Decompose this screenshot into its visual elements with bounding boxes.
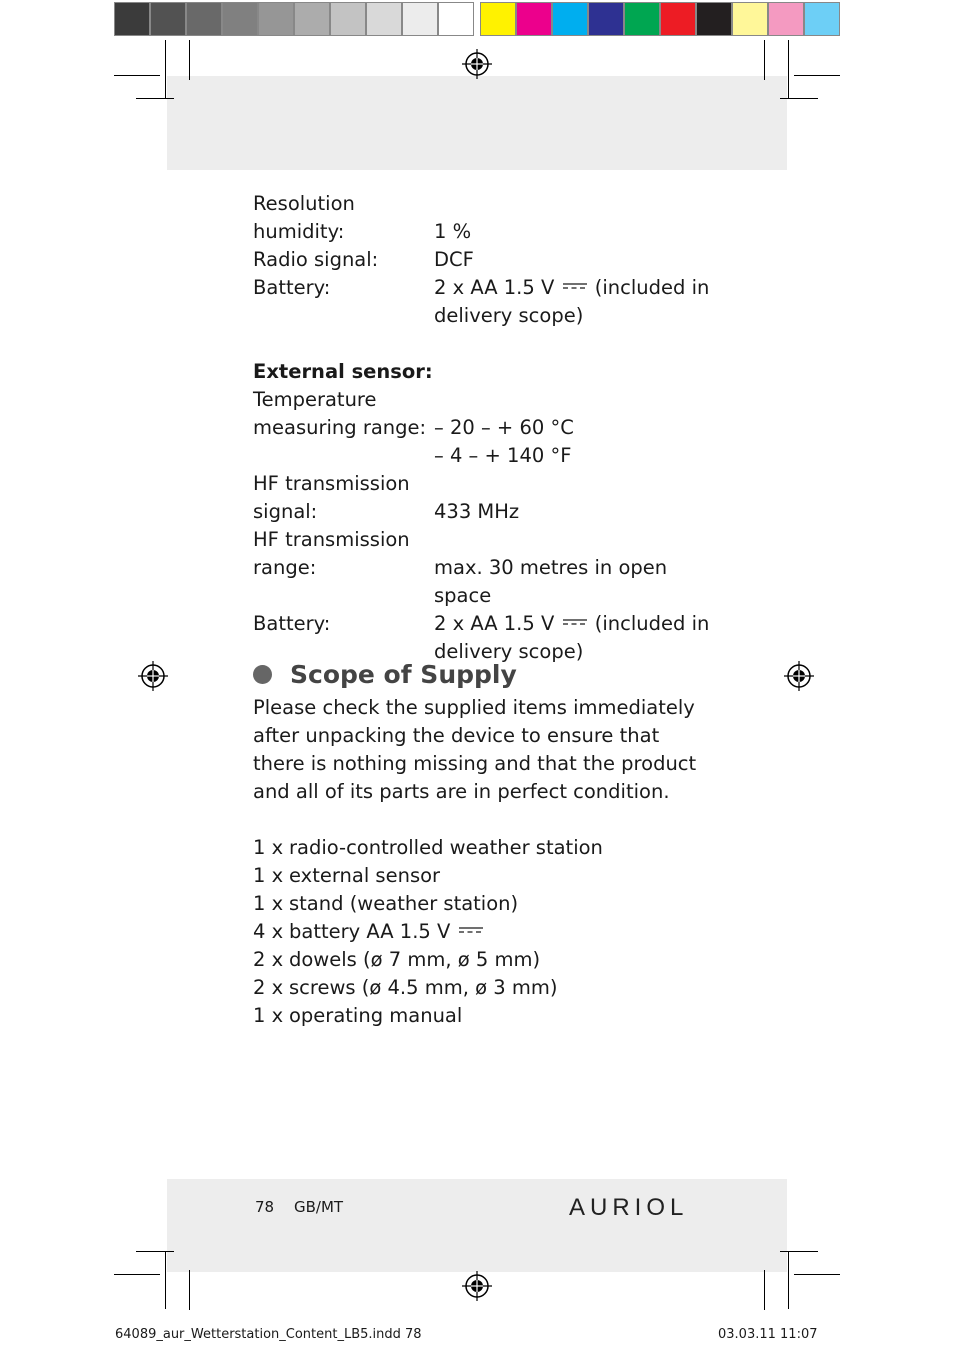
color-swatch [660, 2, 696, 36]
spec-row [253, 414, 713, 442]
spec-label: Battery: [253, 276, 331, 299]
bullet-icon [253, 665, 272, 684]
spec-value [434, 470, 713, 498]
spec-value: 2 x AA 1.5 V (included in [434, 612, 710, 635]
spec-row [253, 190, 713, 218]
file-slug: 64089_aur_Wetterstation_Content_LB5.indd 78 [115, 1327, 422, 1342]
item-text: screws (ø 4.5 mm, ø 3 mm) [289, 976, 558, 999]
color-swatch [588, 2, 624, 36]
item-quantity: 2 x [253, 976, 284, 999]
spec-value [434, 526, 713, 554]
spec-value [434, 386, 713, 414]
registration-mark-icon [462, 49, 492, 79]
spec-row [253, 274, 713, 302]
color-swatch [516, 2, 552, 36]
color-swatch [768, 2, 804, 36]
item-text: radio-controlled weather station [289, 836, 603, 859]
spec-label: signal: [253, 500, 318, 523]
color-swatch [222, 2, 258, 36]
spec-label: HF transmission [253, 472, 410, 495]
spec-row [253, 498, 713, 526]
section-title [253, 660, 517, 689]
spec-label: Resolution [253, 192, 355, 215]
spec-value: delivery scope) [434, 640, 584, 663]
spec-row [253, 386, 713, 414]
spec-row [253, 442, 713, 470]
spec-value: 2 x AA 1.5 V (included in [434, 276, 710, 299]
spec-label: Temperature [253, 388, 377, 411]
spec-label: measuring range: [253, 416, 427, 439]
list-item [253, 862, 603, 890]
spec-label: Radio signal: [253, 248, 379, 271]
spec-label [253, 442, 434, 470]
spec-row [253, 554, 713, 610]
color-swatch [294, 2, 330, 36]
item-quantity: 1 x [253, 892, 284, 915]
list-item [253, 890, 603, 918]
list-item [253, 946, 603, 974]
color-swatch [366, 2, 402, 36]
spec-value: delivery scope) [434, 304, 584, 327]
color-swatch [696, 2, 732, 36]
color-swatch [624, 2, 660, 36]
item-quantity: 4 x [253, 920, 284, 943]
item-text: battery AA 1.5 V [289, 918, 485, 946]
scope-intro: Please check the supplied items immediately after unpacking the device to ensure that there is nothing missing and that the product and all of its parts are in perfect condition. [253, 696, 697, 803]
item-quantity: 2 x [253, 948, 284, 971]
technical-data [253, 190, 713, 666]
list-item [253, 1002, 603, 1030]
spec-value: DCF [434, 248, 474, 271]
spec-row [253, 302, 713, 330]
spec-value: 433 MHz [434, 500, 520, 523]
color-swatch [480, 2, 516, 36]
page-number: 78 [255, 1198, 275, 1216]
spec-table-main [253, 190, 713, 330]
spec-value [434, 190, 713, 218]
color-swatch [804, 2, 840, 36]
item-quantity: 1 x [253, 836, 284, 859]
color-calibration-bar [114, 2, 840, 38]
spec-row [253, 246, 713, 274]
registration-mark-icon [462, 1271, 492, 1301]
registration-mark-icon [138, 661, 168, 691]
spec-value: max. 30 metres in open space [434, 556, 668, 607]
auriol-logo [569, 1194, 703, 1220]
color-swatch [330, 2, 366, 36]
spec-label: HF transmission [253, 528, 410, 551]
spec-value: – 20 – + 60 °C [434, 416, 574, 439]
item-text: dowels (ø 7 mm, ø 5 mm) [289, 948, 541, 971]
spec-label: Battery: [253, 612, 331, 635]
color-swatch [114, 2, 150, 36]
header-panel [167, 76, 787, 170]
footer-panel [167, 1179, 787, 1272]
spec-table-external [253, 386, 713, 666]
color-swatch [732, 2, 768, 36]
color-swatch [438, 2, 474, 36]
color-swatch [552, 2, 588, 36]
list-item [253, 974, 603, 1002]
spec-value: 1 % [434, 220, 472, 243]
spec-row [253, 610, 713, 638]
supply-list [253, 834, 603, 1030]
date-slug: 03.03.11 11:07 [718, 1327, 818, 1342]
external-sensor-heading: External sensor: [253, 360, 433, 383]
item-text: external sensor [289, 864, 441, 887]
item-quantity: 1 x [253, 864, 284, 887]
language-code: GB/MT [294, 1198, 344, 1216]
spec-value: – 4 – + 140 °F [434, 444, 572, 467]
color-swatch [402, 2, 438, 36]
dc-symbol-icon [459, 926, 483, 934]
spec-label: humidity: [253, 220, 345, 243]
spec-row [253, 526, 713, 554]
item-text: operating manual [289, 1004, 463, 1027]
scope-title: Scope of Supply [290, 660, 517, 689]
list-item [253, 834, 603, 862]
registration-mark-icon [784, 661, 814, 691]
item-quantity: 1 x [253, 1004, 284, 1027]
dc-symbol-icon [563, 282, 587, 290]
dc-symbol-icon [563, 618, 587, 626]
spec-label [253, 302, 434, 330]
color-swatch [186, 2, 222, 36]
spec-row [253, 218, 713, 246]
spec-row [253, 470, 713, 498]
list-item [253, 918, 603, 946]
color-swatch [258, 2, 294, 36]
color-swatch [150, 2, 186, 36]
item-text: stand (weather station) [289, 892, 519, 915]
spec-label: range: [253, 556, 317, 579]
svg-text:AURIOL: AURIOL [569, 1194, 689, 1220]
